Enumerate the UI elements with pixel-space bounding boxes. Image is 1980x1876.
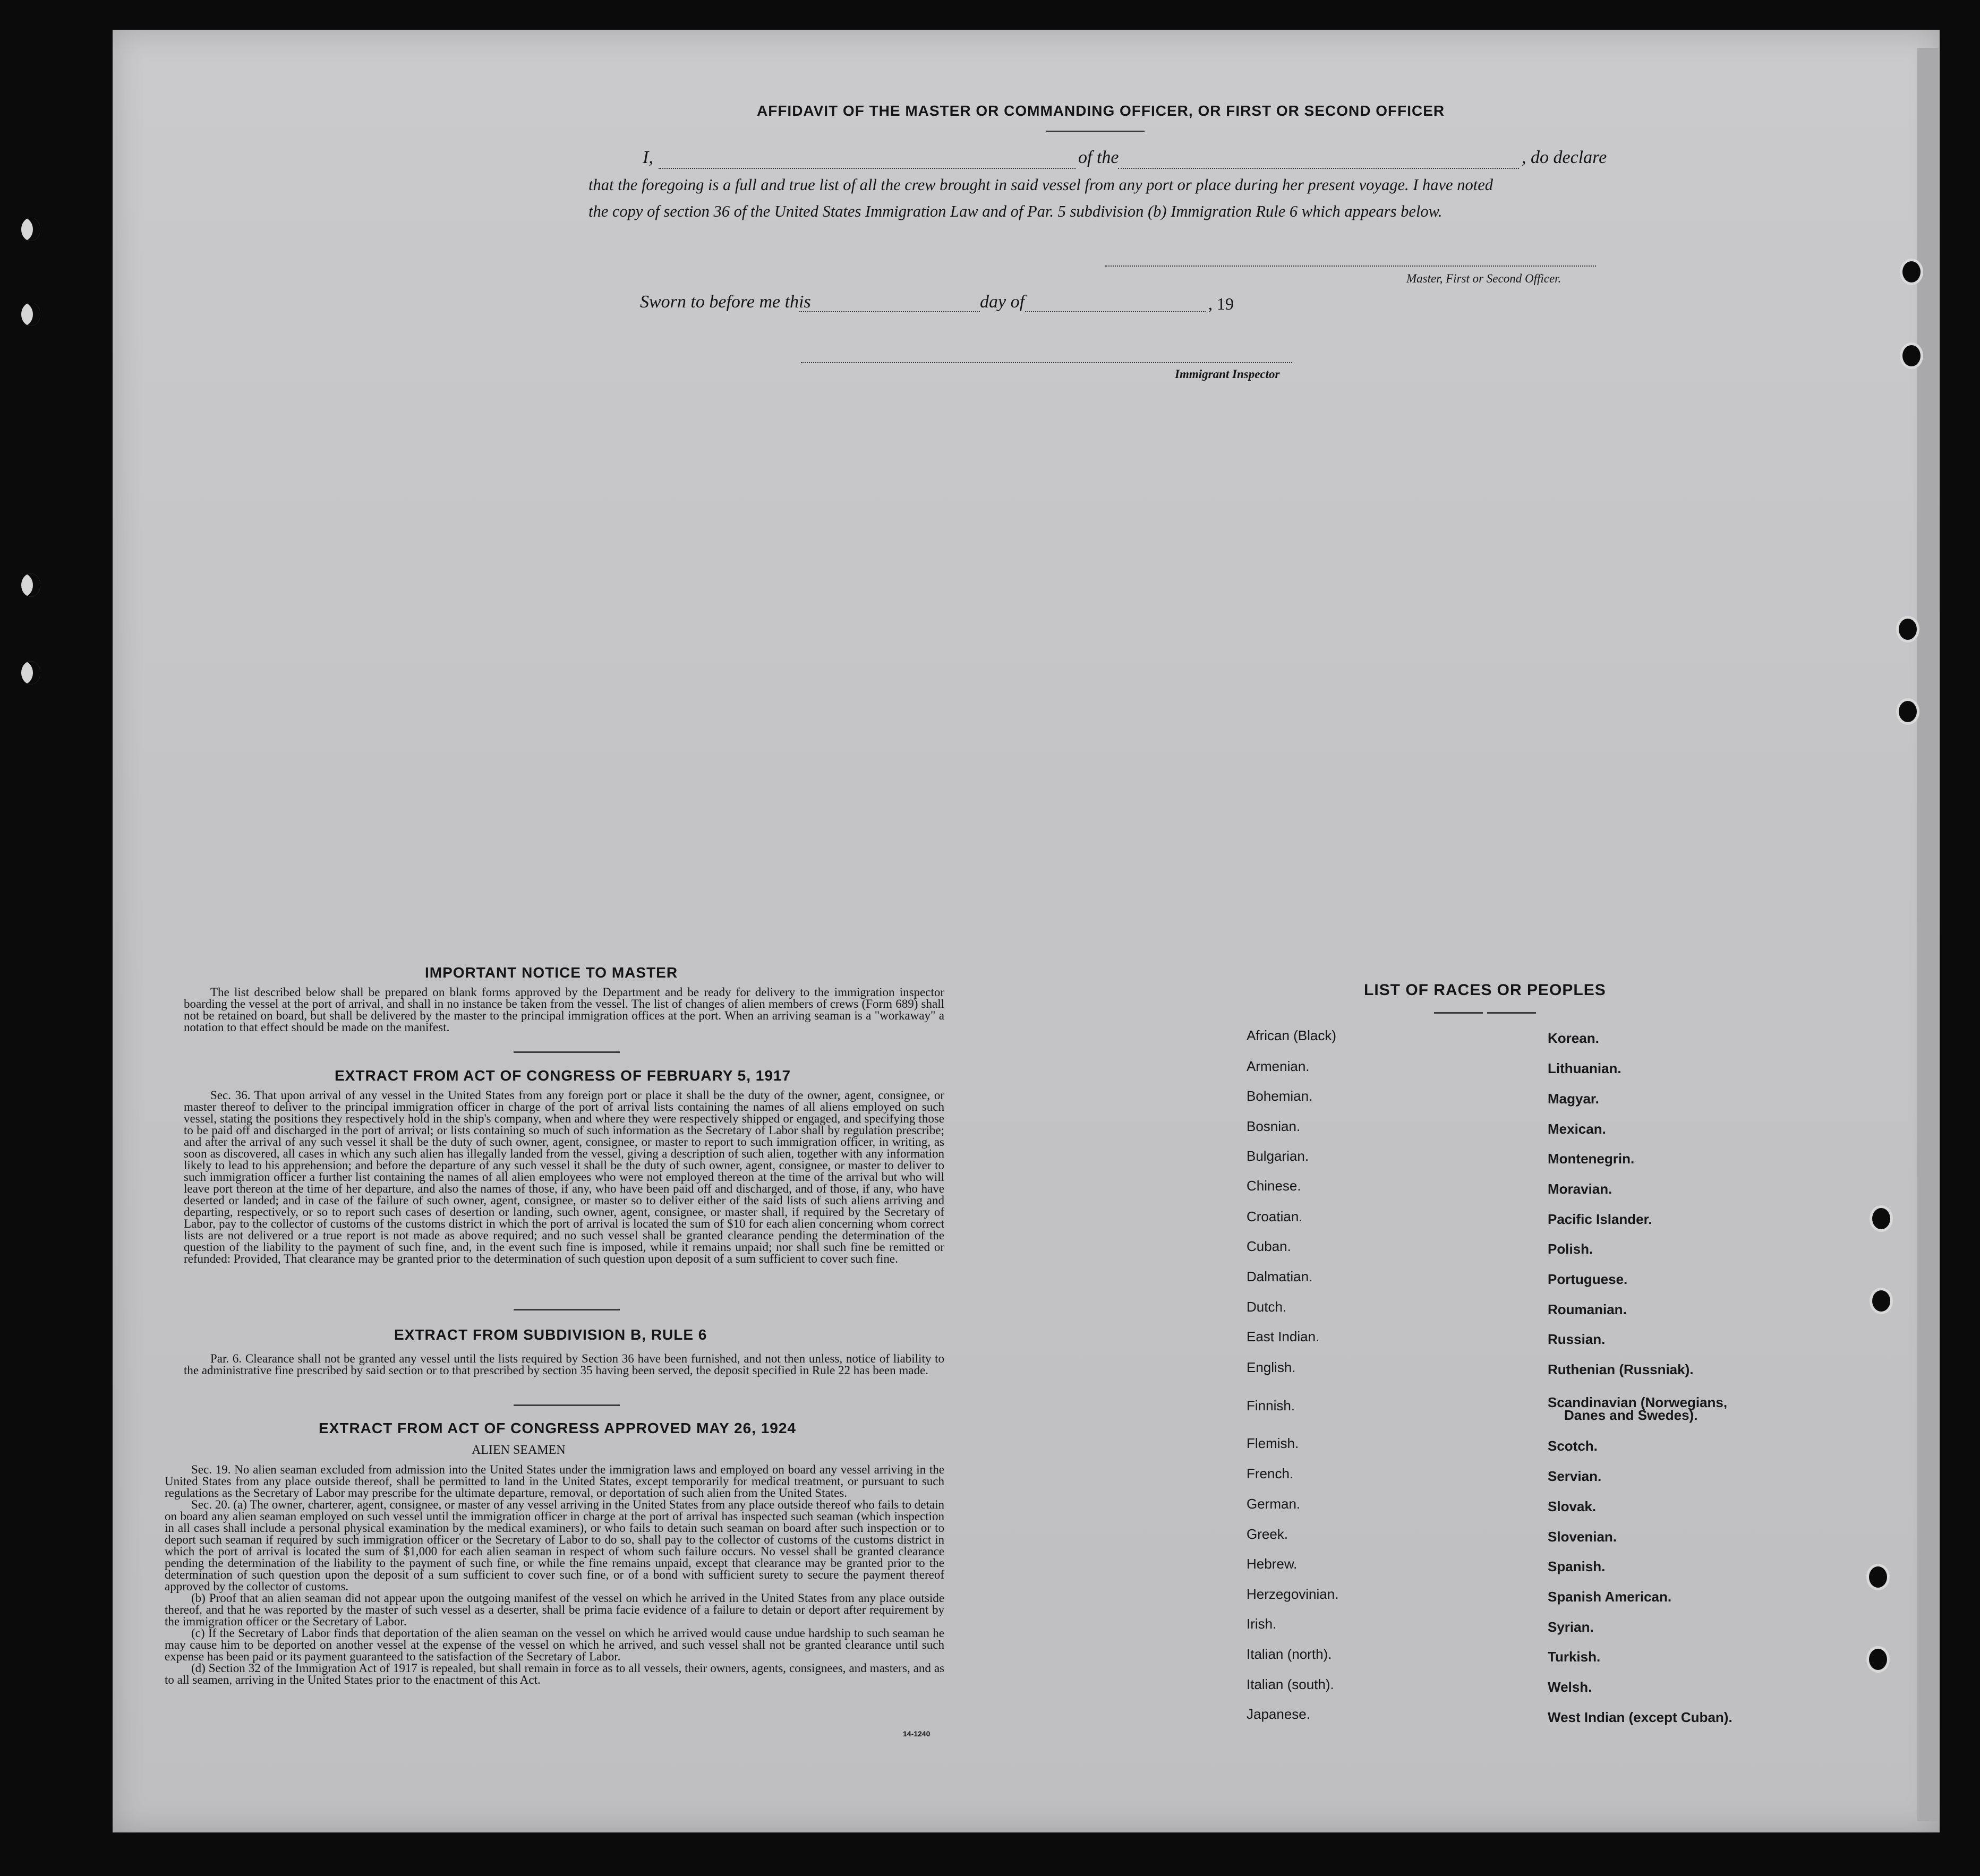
form-number: 14-1240 [903,1729,931,1738]
race-item: Croatian. [1247,1209,1303,1224]
rule6-text [184,1353,944,1376]
race-item: Armenian. [1247,1058,1310,1074]
sworn-day-line [799,311,980,312]
race-item: Spanish. [1548,1558,1606,1574]
race-item: West Indian (except Cuban). [1548,1709,1732,1725]
binder-hole-3 [21,573,40,597]
extract-1917-divider [514,1309,620,1310]
race-item: Hebrew. [1247,1556,1298,1572]
race-item: Ruthenian (Russniak). [1548,1361,1694,1377]
declarant-prefix: I, [643,148,653,167]
declarant-name-line [659,168,1076,169]
race-item: Moravian. [1548,1181,1612,1197]
notice-divider [514,1051,620,1053]
sheet-edge [1917,48,1939,1821]
extract-1917-text [184,1090,944,1265]
race-item: Flemish. [1247,1435,1299,1451]
race-item: Portuguese. [1548,1271,1628,1287]
race-item: Herzegovinian. [1247,1586,1339,1602]
declaration-line-3: the copy of section 36 of the United States Immigration Law and of Par. 5 subdivision (b) Immigration Rule 6 which appears below. [588,202,1443,220]
race-item: Scandinavian (Norwegians, [1548,1394,1728,1410]
sec-19-paragraph: Sec. 19. No alien seaman excluded from admission into the United States under the immigration laws and employed on board any vessel arriving in the United States from any place outside thereof, shall be permitted to land in the United States, except temporarily for medical treatment, or pursuant to such regulations as the Secretary of Labor may prescribe for the ultimate departure, removal, or deportation of such alien from the United States. [165,1463,944,1500]
notice-paragraph: The list described below shall be prepared on blank forms approved by the Department and be ready for delivery to the immigration inspector boarding the vessel at the port of arrival, and shall in no instance be taken from the vessel. The list of changes of alien members of crews (Form 689) shall not be retained on board, but shall be delivered by the master to the principal immigration offices at the port. When an arriving seaman is a "workaway" a notation to that effect should be made on the manifest. [184,986,944,1034]
punch-hole-5 [1870,1205,1893,1232]
race-item: Irish. [1247,1616,1277,1632]
race-item: French. [1247,1466,1294,1481]
signature-label: Master, First or Second Officer. [1406,272,1561,285]
race-item: Servian. [1548,1468,1602,1484]
affidavit-heading: AFFIDAVIT OF THE MASTER OR COMMANDING OFFICER, OR FIRST OR SECOND OFFICER [757,102,1445,119]
punch-hole-2 [1900,342,1923,369]
signature-line [1105,265,1596,267]
binder-hole-2 [21,303,40,326]
declaration-line-2: that the foregoing is a full and true list of all the crew brought in said vessel from any port or place during her present voyage. I have noted [588,176,1493,194]
sworn-text: Sworn to before me this [640,292,811,312]
rule6-paragraph: Par. 6. Clearance shall not be granted any vessel until the lists required by Section 36 have been furnished, and not then unless, notice of liability to the administrative fine prescribed by said section or to that prescribed by section 35 having been served, the deposit specified in Rule 22 has been made. [184,1352,944,1377]
race-item: Syrian. [1548,1619,1594,1635]
race-item: Greek. [1247,1526,1288,1542]
race-item: Spanish American. [1548,1589,1672,1605]
binder-hole-1 [21,218,40,241]
extract-1924-text [165,1464,944,1686]
punch-hole-1 [1900,259,1923,285]
race-item: Japanese. [1247,1706,1310,1722]
race-item: Bohemian. [1247,1088,1313,1104]
race-item: Cuban. [1247,1238,1291,1254]
race-item: German. [1247,1496,1301,1512]
notice-text [184,987,944,1033]
race-item: Danes and Swedes). [1564,1407,1698,1423]
race-item: Dalmatian. [1247,1269,1313,1284]
race-item: English. [1247,1359,1296,1375]
year-text: , 19 [1208,294,1234,313]
heading-divider [1046,131,1145,132]
notice-heading: IMPORTANT NOTICE TO MASTER [425,964,678,981]
sec-20d-paragraph: (d) Section 32 of the Immigration Act of 1917 is repealed, but shall remain in force as to all vessels, their owners, agents, consignees, and masters, and as to all seamen, arriving in the United States prior to the enactment of this Act. [165,1661,944,1686]
sec-20b-paragraph: (b) Proof that an alien seaman did not appear upon the outgoing manifest of the vessel on which he arrived in the United States from any place outside thereof, and that he was reported by the master of such vessel as a deserter, shall be prima facie evidence of a failure to detain or deport after requirement by the immigration officer or the Secretary of Labor. [165,1591,944,1628]
race-item: Chinese. [1247,1178,1301,1194]
race-item: East Indian. [1247,1329,1320,1344]
race-item: Italian (north). [1247,1646,1332,1662]
race-item: African (Black) [1247,1027,1337,1043]
race-item: Korean. [1548,1030,1599,1046]
inspector-signature-line [801,362,1292,363]
sec-20a-paragraph: Sec. 20. (a) The owner, charterer, agent, consignee, or master of any vessel arriving in the United States from any place outside thereof who fails to detain on board any alien seaman employed on such vessel until the immigration officer in charge at the port of arrival has inspected such seaman (which inspection in all cases shall include a personal physical examination by the medical examiners), or who fails to detain such seaman on board after such inspection or to deport such seaman if required by such immigration officer or the Secretary of Labor to do so, shall pay to the collector of customs of the customs district in which the port of arrival is located the sum of $1,000 for each alien seaman in respect of whom such failure occurs. No vessel shall be granted clearance pending the determination of the liability to the payment of such fine, or while the fine remains unpaid, except that clearance may be granted prior to the determination of such question upon the deposit of a sum sufficient to cover such fine, or of a bond with sufficient surety to secure the payment thereof approved by the collector of customs. [165,1498,944,1593]
punch-hole-6 [1870,1288,1893,1314]
race-item: Dutch. [1247,1299,1287,1315]
inspector-label: Immigrant Inspector [1175,367,1280,381]
race-item: Mexican. [1548,1121,1606,1137]
rule6-heading: EXTRACT FROM SUBDIVISION B, RULE 6 [394,1326,707,1343]
alien-seamen-subheading: ALIEN SEAMEN [472,1443,566,1457]
race-item: Pacific Islander. [1548,1211,1652,1227]
punch-hole-7 [1866,1564,1890,1590]
race-item: Bosnian. [1247,1118,1301,1134]
race-item: Polish. [1548,1241,1593,1257]
races-heading: LIST OF RACES OR PEOPLES [1364,981,1606,999]
race-item: Roumanian. [1548,1301,1627,1317]
race-item: Slovenian. [1548,1529,1617,1545]
rule6-divider [514,1404,620,1406]
race-item: Italian (south). [1247,1676,1334,1692]
sworn-month-line [1025,311,1206,312]
race-item: Bulgarian. [1247,1148,1309,1164]
punch-hole-4 [1896,698,1919,725]
race-item: Finnish. [1247,1398,1295,1414]
race-item: Montenegrin. [1548,1151,1635,1167]
race-item: Russian. [1548,1331,1606,1347]
punch-hole-8 [1866,1646,1890,1673]
punch-hole-3 [1896,616,1919,643]
races-divider-left [1434,1012,1483,1014]
race-item: Lithuanian. [1548,1060,1621,1076]
race-item: Welsh. [1548,1679,1592,1695]
race-item: Slovak. [1548,1498,1597,1514]
extract-1924-heading: EXTRACT FROM ACT OF CONGRESS APPROVED MAY 26, 1924 [319,1420,796,1436]
race-item: Magyar. [1548,1091,1599,1107]
day-of-text: day of [980,292,1025,312]
sec-20c-paragraph: (c) If the Secretary of Labor finds that deportation of the alien seaman on the vessel on which he arrived would cause undue hardship to such seaman he may cause him to be deported on another vessel at the expense of the vessel on which he arrived, and such vessel shall not be granted clearance until such expense has been paid or its payment guaranteed to the satisfaction of the Secretary of Labor. [165,1626,944,1663]
of-the-text: of the [1078,148,1119,167]
binder-hole-4 [21,661,40,684]
race-item: Turkish. [1548,1649,1601,1665]
sec-36-paragraph: Sec. 36. That upon arrival of any vessel in the United States from any foreign port or place it shall be the duty of the owner, agent, consignee, or master thereof to deliver to the principal immigration officer in charge of the port of arrival lists containing the names of all aliens employed on such vessel, stating the positions they respectively hold in the ship's company, when and where they were respectively shipped or engaged, and specifying those to be paid off and discharged in the port of arrival; or lists containing so much of such information as the Secretary of Labor shall by regulation prescribe; and after the arrival of any such vessel it shall be the duty of such owner, agent, consignee, or master to report to such immigration officer, in writing, as soon as discovered, all cases in which any such alien has illegally landed from the vessel, giving a description of such alien, together with any information likely to lead to his apprehension; and before the departure of any such vessel it shall be the duty of such owner, agent, consignee, or master to deliver to such immigration officer a further list containing the names of all alien employees who were not employed thereon at the time of the arrival but who will leave port thereon at the time of her departure, and also the names of those, if any, who have been paid off and discharged, and of those, if any, who have deserted or landed; and in case of the failure of such owner, agent, consignee, or master so to deliver either of the said lists of such aliens arriving and departing, respectively, or so to report such cases of desertion or landing, such owner, agent, consignee, or master shall, if required by the Secretary of Labor, pay to the collector of customs of the customs district in which the port of arrival is located the sum of $10 for each alien concerning whom correct lists are not delivered or a true report is not made as above required; and no such vessel shall be granted clearance pending the determination of the question of the liability to the payment of such fine, and, in the event such fine is imposed, while it remains unpaid; nor shall such fine be remitted or refunded: Provided, That clearance may be granted prior to the determination of such question upon deposit of a sum sufficient to cover such fine. [184,1089,944,1265]
do-declare-text: , do declare [1522,148,1607,167]
vessel-name-line [1118,168,1519,169]
race-item: Scotch. [1548,1438,1598,1454]
extract-1917-heading: EXTRACT FROM ACT OF CONGRESS OF FEBRUARY 5, 1917 [335,1067,791,1084]
races-divider-right [1487,1012,1536,1014]
